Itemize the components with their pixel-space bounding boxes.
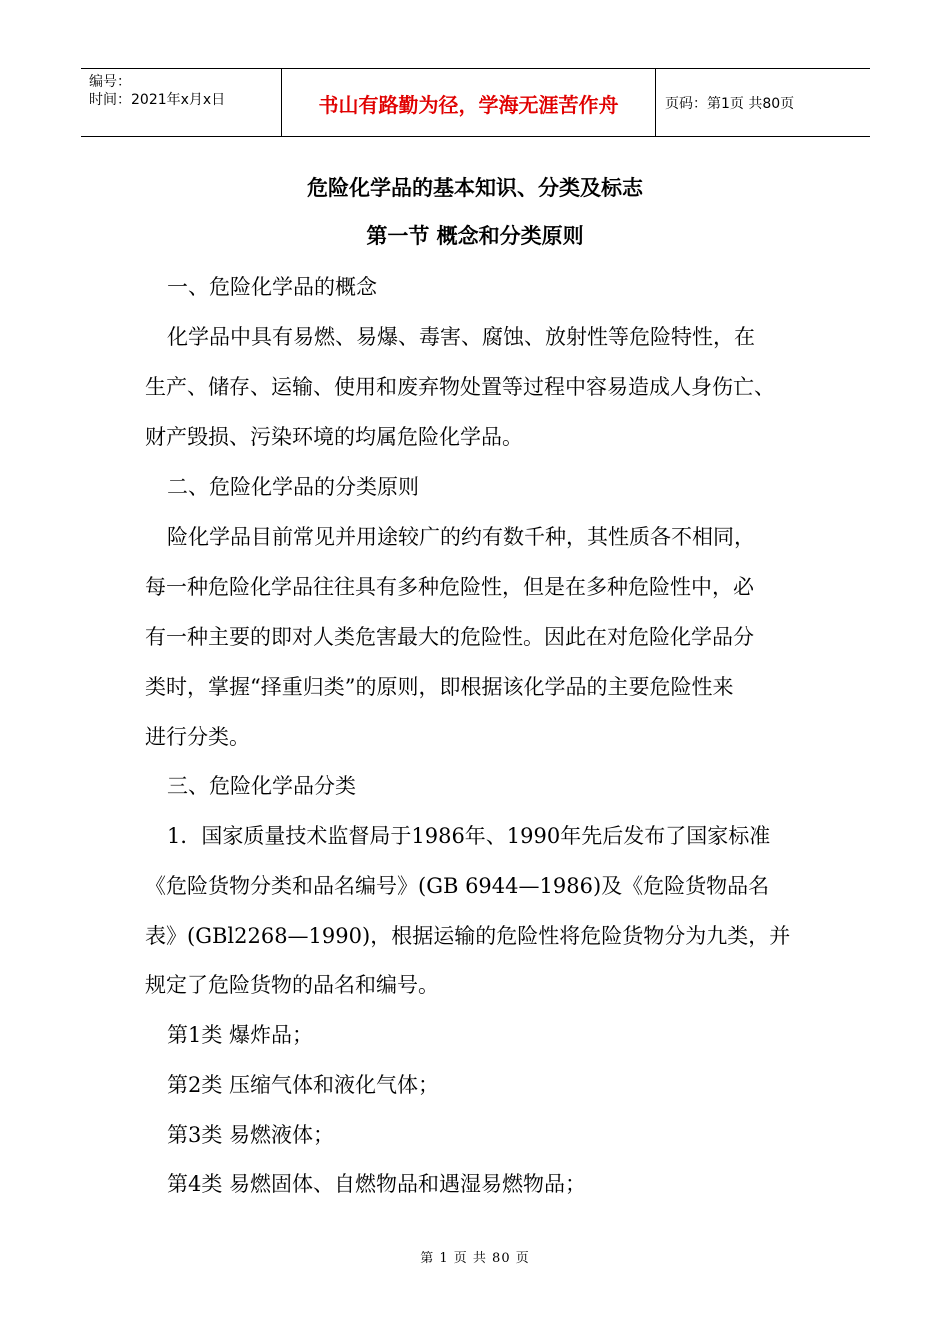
heading-classification: 三、危险化学品分类 xyxy=(167,774,356,798)
class-item: 第4类 易燃固体、自燃物品和遇湿易燃物品； xyxy=(167,1172,587,1196)
body-line: 表》(GBl2268—1990)，根据运输的危险性将危险货物分为九类，并 xyxy=(145,924,791,948)
heading-concept: 一、危险化学品的概念 xyxy=(167,275,377,299)
body-line: 每一种危险化学品往往具有多种危险性，但是在多种危险性中，必 xyxy=(145,575,754,599)
class-item: 第1类 爆炸品； xyxy=(167,1023,314,1047)
body-line: 规定了危险货物的品名和编号。 xyxy=(145,973,439,997)
body-line: 险化学品目前常见并用途较广的约有数千种，其性质各不相同， xyxy=(167,525,755,549)
page-footer: 第 1 页 共 80 页 xyxy=(420,1251,530,1266)
class-item: 第2类 压缩气体和液化气体； xyxy=(167,1073,440,1097)
section-title: 第一节 概念和分类原则 xyxy=(366,224,584,248)
header-page-cell xyxy=(655,69,870,136)
page-code: 页码：第1页 共80页 xyxy=(665,96,795,112)
body-line: 《危险货物分类和品名编号》(GB 6944—1986)及《危险货物品名 xyxy=(145,874,770,898)
header-motto-cell xyxy=(281,69,656,136)
body-line: 财产毁损、污染环境的均属危险化学品。 xyxy=(145,425,523,449)
body-line: 1．国家质量技术监督局于1986年、1990年先后发布了国家标准 xyxy=(167,824,771,848)
document-title: 危险化学品的基本知识、分类及标志 xyxy=(307,176,643,200)
body-line: 有一种主要的即对人类危害最大的危险性。因此在对危险化学品分 xyxy=(145,625,754,649)
body-line: 生产、储存、运输、使用和废弃物处置等过程中容易造成人身伤亡、 xyxy=(145,375,775,399)
date-label: 时间：2021年x月x日 xyxy=(89,92,226,108)
class-item: 第3类 易燃液体； xyxy=(167,1123,335,1147)
heading-principle: 二、危险化学品的分类原则 xyxy=(167,475,419,499)
header-meta-cell xyxy=(81,69,281,136)
body-line: 进行分类。 xyxy=(145,725,250,749)
motto: 书山有路勤为径，学海无涯苦作舟 xyxy=(318,93,619,117)
number-label: 编号： xyxy=(89,74,131,90)
document-header xyxy=(81,68,870,137)
body-line: 化学品中具有易燃、易爆、毒害、腐蚀、放射性等危险特性，在 xyxy=(167,325,755,349)
body-line: 类时，掌握“择重归类”的原则，即根据该化学品的主要危险性来 xyxy=(145,675,734,699)
